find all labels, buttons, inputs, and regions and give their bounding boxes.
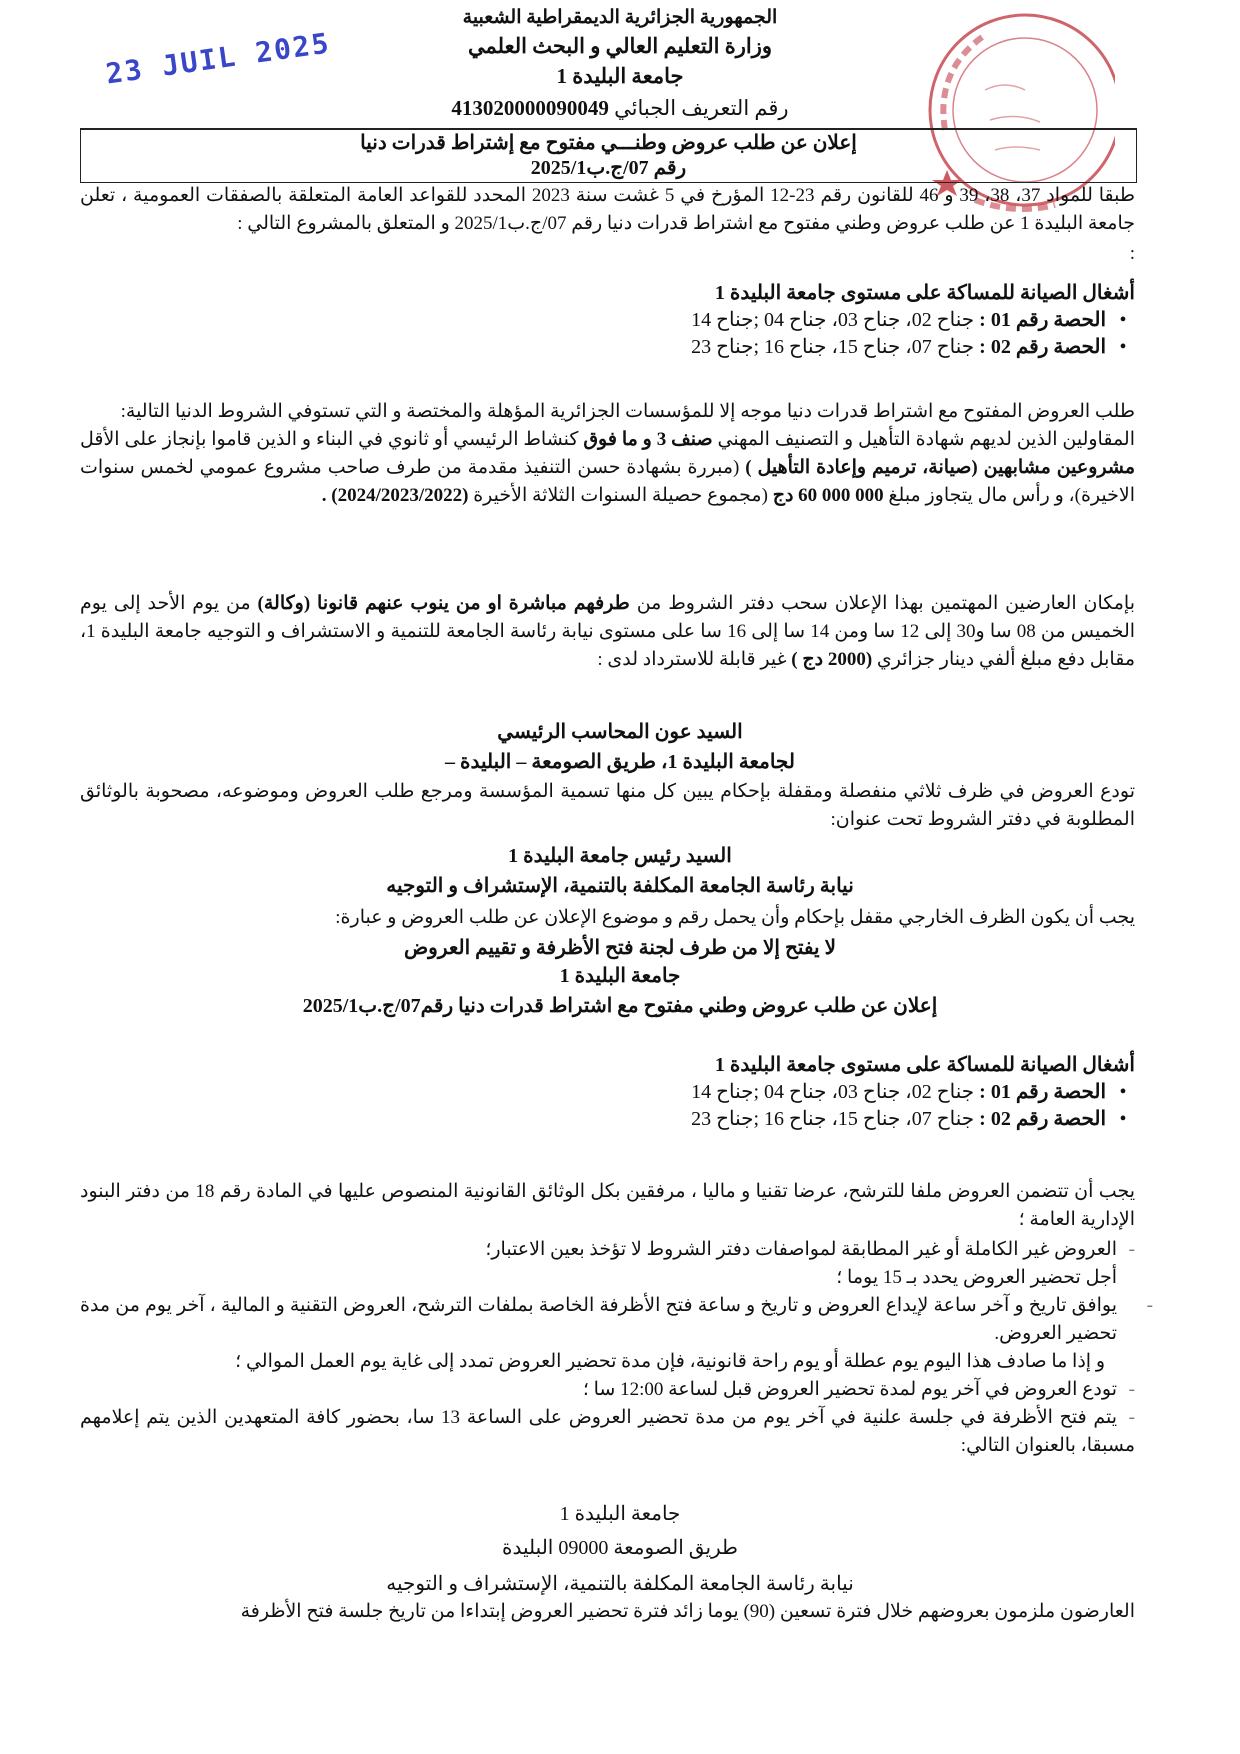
- project-section-repeat: [691, 1052, 1135, 1133]
- lot-number: 02 :: [979, 336, 1011, 358]
- tax-id-line: [0, 94, 1240, 122]
- final-address-3: نيابة رئاسة الجامعة المكلفة بالتنمية، الإستشراف و التوجيه: [386, 1573, 854, 1595]
- lot-text: جناح 02، جناح 03، جناح 04 ;جناح 14: [691, 309, 975, 331]
- lot-label: الحصة رقم: [1015, 309, 1106, 331]
- envelope-paragraph: يجب أن يكون الظرف الخارجي مقفل بإحكام وأن يحمل رقم و موضوع الإعلان عن طلب العروض و عبارة:: [335, 907, 1135, 928]
- notice-title: إعلان عن طلب عروض وطنـــي مفتوح مع إشتراط قدرات دنيا: [360, 132, 857, 154]
- tax-id-label: رقم التعريف الجبائي: [614, 96, 789, 120]
- project-section: [691, 280, 1135, 361]
- project-title: أشغال الصيانة للمساكة على مستوى جامعة البليدة 1: [714, 282, 1135, 304]
- envelope-line-1: لا يفتح إلا من طرف لجنة فتح الأظرفة و تقييم العروض: [404, 937, 836, 959]
- submission-address-1: السيد رئيس جامعة البليدة 1: [508, 845, 732, 867]
- bullet-icon: •: [1119, 1081, 1127, 1103]
- bullet-icon: •: [1119, 1108, 1127, 1130]
- eligibility-paragraph: [80, 398, 1135, 510]
- lot-item: [691, 1106, 1135, 1133]
- accountant-title: السيد عون المحاسب الرئيسي: [497, 721, 743, 743]
- submission-paragraph: تودع العروض في ظرف ثلاثي منفصلة ومقفلة بإحكام يبين كل منها تسمية المؤسسة ومرجع طلب العروض وموضوعه، مصحوبة بالوثائق المطلوبة في دفتر الشروط تحت عنوان:: [80, 781, 1135, 830]
- tax-id-value: 413020000090049: [451, 96, 609, 120]
- withdrawal-paragraph: بإمكان العارضين المهتمين بهذا الإعلان سحب دفتر الشروط من طرفهم مباشرة او من ينوب عنهم قانونا (وكالة) من يوم الأحد إلى يوم الخميس من 08 سا و30 إلى 12 سا ومن 14 سا إلى 16 سا على مستوى نيابة رئاسة الجامعة للتنمية و الاستشراف و التوجيه جامعة البليدة 1، مقابل دفع مبلغ ألفي دينار جزائري (2000 دج ) غير قابلة للاسترداد لدى :: [80, 593, 1136, 670]
- condition-item: أجل تحضير العروض يحدد بـ 15 يوما ؛: [836, 1267, 1117, 1288]
- notice-number: رقم 07/ج.ب2025/1: [530, 157, 687, 179]
- republic-name: الجمهورية الجزائرية الديمقراطية الشعبية: [462, 7, 778, 28]
- lot-item: [691, 307, 1135, 334]
- lot-text: جناح 07، جناح 15، جناح 16 ;جناح 23: [691, 1108, 975, 1130]
- lot-item: [691, 1079, 1135, 1106]
- bullet-icon: •: [1119, 336, 1127, 358]
- intro-paragraph: طبقا للمواد 37، 38، 39 و 46 للقانون رقم 23-12 المؤرخ في 5 غشت سنة 2023 المحدد للقواعد العامة المتعلقة بالصفقات العمومية ، تعلن جامعة البليدة 1 عن طلب عروض وطني مفتوح مع اشتراط قدرات دنيا رقم 07/ج.ب2025/1 و المتعلق بالمشروع التالي :: [80, 185, 1135, 234]
- lot-number: 01 :: [979, 309, 1011, 331]
- university-name: جامعة البليدة 1: [556, 64, 684, 88]
- lot-label: الحصة رقم: [1015, 1081, 1106, 1103]
- lot-item: [691, 334, 1135, 361]
- date-stamp: 23 JUIL 2025: [103, 26, 333, 91]
- lot-text: جناح 07، جناح 15، جناح 16 ;جناح 23: [691, 336, 975, 358]
- envelope-line-3: إعلان عن طلب عروض وطني مفتوح مع اشتراط قدرات دنيا رقم07/ج.ب2025/1: [302, 995, 938, 1017]
- eligibility-intro: طلب العروض المفتوح مع اشتراط قدرات دنيا موجه إلا للمؤسسات الجزائرية المؤهلة والمختصة و التي تستوفي الشروط الدنيا التالية:: [120, 401, 1135, 422]
- lot-text: جناح 02، جناح 03، جناح 04 ;جناح 14: [691, 1081, 975, 1103]
- bullet-icon: •: [1119, 309, 1127, 331]
- final-address-2: طريق الصومعة 09000 البليدة: [502, 1537, 738, 1559]
- ministry-name: وزارة التعليم العالي و البحث العلمي: [468, 34, 772, 58]
- submission-address-2: نيابة رئاسة الجامعة المكلفة بالتنمية، الإستشراف و التوجيه: [386, 875, 854, 897]
- project-title: أشغال الصيانة للمساكة على مستوى جامعة البليدة 1: [714, 1054, 1135, 1076]
- notice-title-box: [80, 128, 1137, 183]
- accountant-address: لجامعة البليدة 1، طريق الصومعة – البليدة –: [445, 751, 795, 773]
- condition-item: و إذا ما صادف هذا اليوم يوم عطلة أو يوم راحة قانونية، فإن مدة تحضير العروض تمدد إلى غاية يوم العمل الموالي ؛: [235, 1351, 1105, 1372]
- envelope-line-2: جامعة البليدة 1: [559, 965, 681, 987]
- conditions-intro: يجب أن تتضمن العروض ملفا للترشح، عرضا تقنيا و ماليا ، مرفقين بكل الوثائق القانونية المنصوص عليها في المادة رقم 18 من دفتر البنود الإدارية العامة ؛: [80, 1181, 1136, 1230]
- lot-number: 01 :: [979, 1081, 1011, 1103]
- lot-label: الحصة رقم: [1015, 1108, 1106, 1130]
- lot-number: 02 :: [979, 1108, 1011, 1130]
- intro-trailing-colon: :: [1129, 243, 1135, 264]
- condition-item: -تودع العروض في آخر يوم لمدة تحضير العروض قبل لساعة 12:00 سا ؛: [582, 1379, 1135, 1400]
- lot-label: الحصة رقم: [1015, 336, 1106, 358]
- final-address-1: جامعة البليدة 1: [559, 1503, 681, 1525]
- closing-paragraph: العارضون ملزمون بعروضهم خلال فترة تسعين (90) يوما زائد فترة تحضير العروض إبتداءا من تاريخ جلسة فتح الأظرفة: [240, 1601, 1135, 1622]
- condition-item: -يوافق تاريخ و آخر ساعة لإيداع العروض و تاريخ و ساعة فتح الأظرفة الخاصة بملفات الترشح، العروض التقنية و المالية ، آخر يوم من مدة تحضير العروض.: [80, 1295, 1153, 1344]
- condition-item: -العروض غير الكاملة أو غير المطابقة لمواصفات دفتر الشروط لا تؤخذ بعين الاعتبار؛: [485, 1239, 1135, 1260]
- eligibility-conditions: المقاولين الذين لديهم شهادة التأهيل و التصنيف المهني صنف 3 و ما فوق كنشاط الرئيسي أو ثانوي في البناء و الذين قاموا بإنجاز على الأقل مشروعين مشابهين (صيانة، ترميم وإعادة التأهيل ) (مبررة بشهادة حسن التنفيذ مقدمة من طرف صاحب مشروع عمومي لخمس سنوات الاخيرة)، و رأس مال يتجاوز مبلغ 000 000 60 دج (مجموع حصيلة السنوات الثلاثة الأخيرة (2024/2023/2022) .: [80, 429, 1136, 506]
- conditions-list: [80, 1236, 1153, 1460]
- condition-item: -يتم فتح الأظرفة في جلسة علنية في آخر يوم من مدة تحضير العروض على الساعة 13 سا، بحضور كافة المتعهدين الذين يتم إعلامهم مسبقا، بالعنوان التالي:: [80, 1407, 1135, 1456]
